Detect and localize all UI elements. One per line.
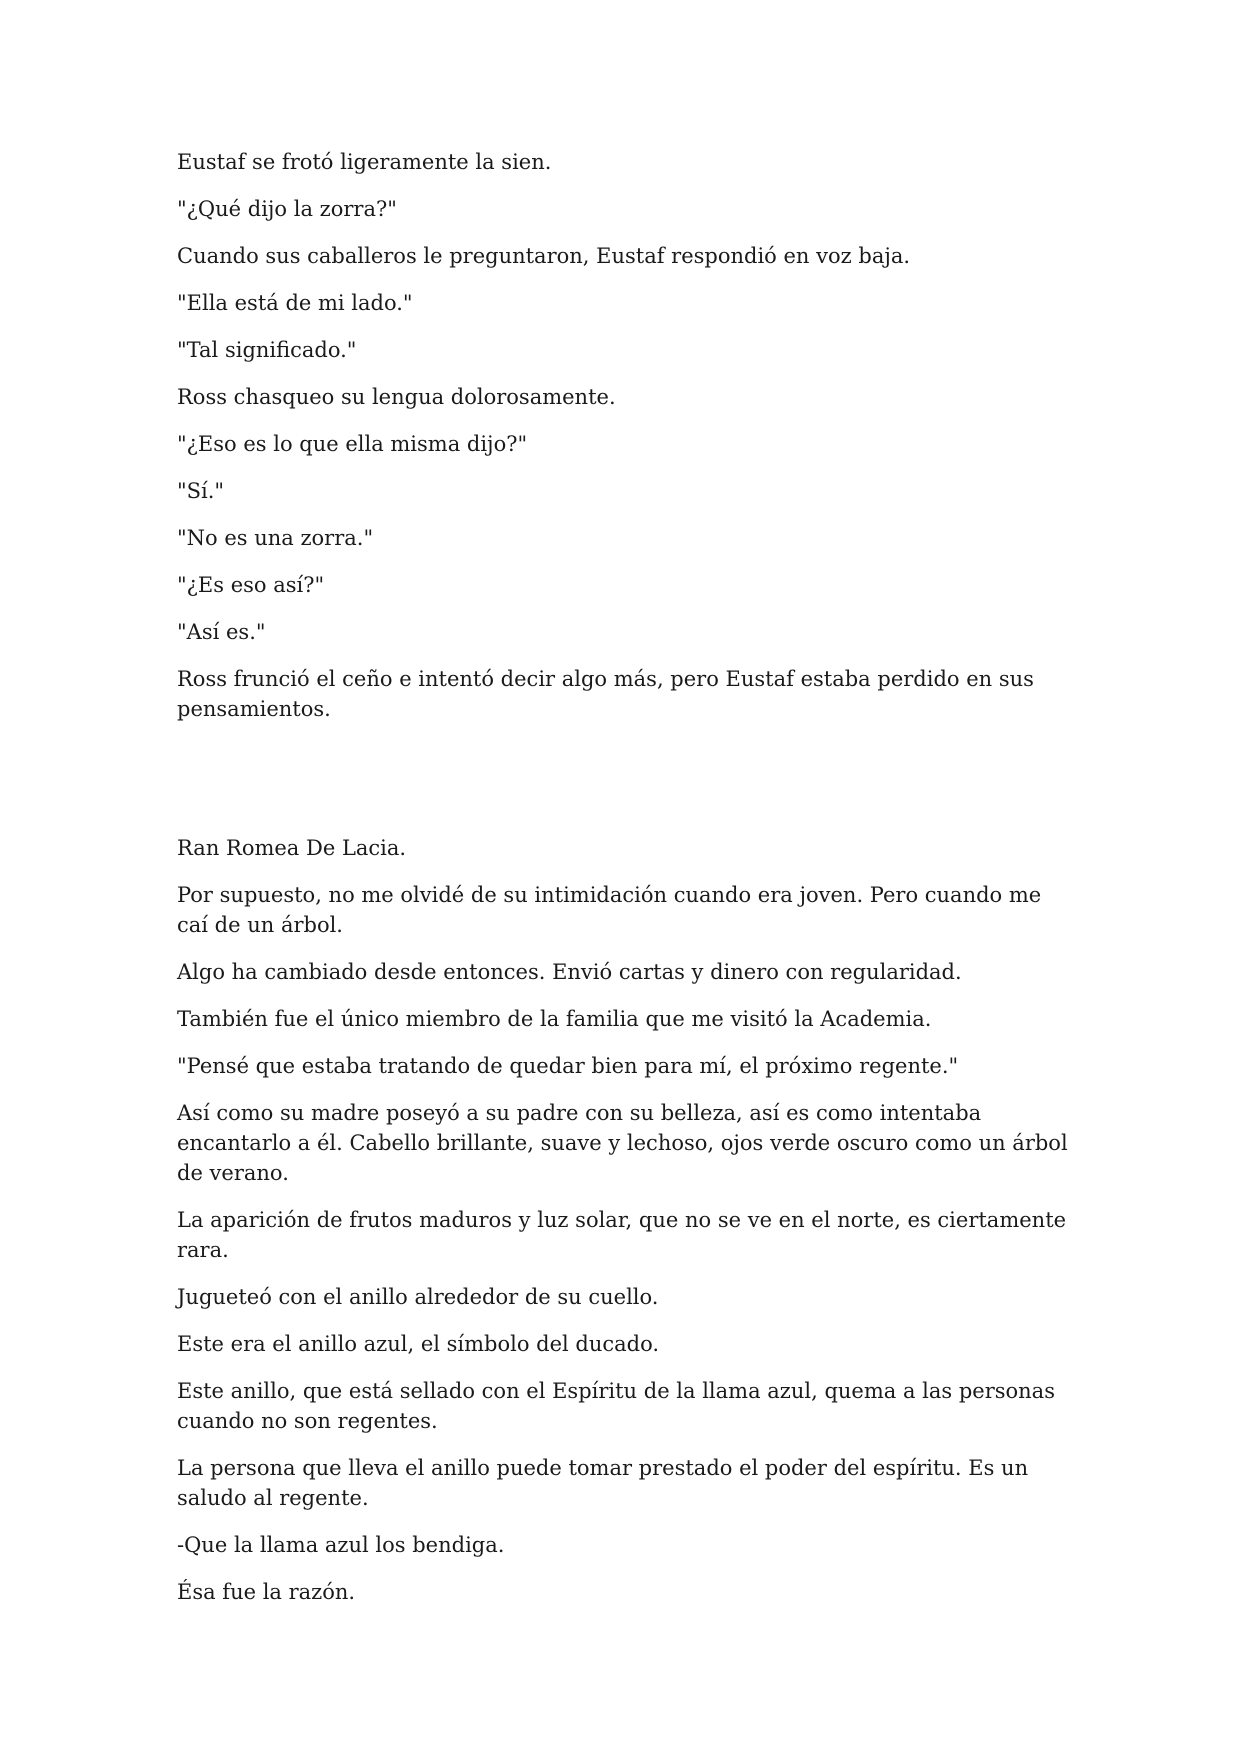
paragraph: Este anillo, que está sellado con el Espíritu de la llama azul, quema a las personas cuando no son regentes. bbox=[177, 1379, 1055, 1433]
section-2 bbox=[177, 833, 1077, 1624]
paragraph: "Así es." bbox=[177, 620, 266, 644]
paragraph: "¿Qué dijo la zorra?" bbox=[177, 197, 397, 221]
paragraph: Este era el anillo azul, el símbolo del ducado. bbox=[177, 1332, 660, 1356]
paragraph: Algo ha cambiado desde entonces. Envió cartas y dinero con regularidad. bbox=[177, 960, 962, 984]
paragraph: "¿Eso es lo que ella misma dijo?" bbox=[177, 432, 528, 456]
paragraph: Jugueteó con el anillo alrededor de su cuello. bbox=[177, 1285, 659, 1309]
paragraph: La persona que lleva el anillo puede tomar prestado el poder del espíritu. Es un saludo al regente. bbox=[177, 1456, 1029, 1510]
paragraph: Ross chasqueo su lengua dolorosamente. bbox=[177, 385, 616, 409]
paragraph: Ran Romea De Lacia. bbox=[177, 836, 407, 860]
paragraph: "Pensé que estaba tratando de quedar bien para mí, el próximo regente." bbox=[177, 1054, 959, 1078]
paragraph: También fue el único miembro de la familia que me visitó la Academia. bbox=[177, 1007, 932, 1031]
paragraph: Por supuesto, no me olvidé de su intimidación cuando era joven. Pero cuando me caí de un árbol. bbox=[177, 883, 1042, 937]
paragraph: "No es una zorra." bbox=[177, 526, 374, 550]
paragraph: Así como su madre poseyó a su padre con su belleza, así es como intentaba encantarlo a él. Cabello brillante, suave y lechoso, ojos verde oscuro como un árbol de verano. bbox=[177, 1101, 1068, 1185]
paragraph: "Tal significado." bbox=[177, 338, 357, 362]
paragraph: La aparición de frutos maduros y luz solar, que no se ve en el norte, es ciertamente rara. bbox=[177, 1208, 1067, 1262]
paragraph: Ésa fue la razón. bbox=[177, 1580, 356, 1604]
paragraph: "Sí." bbox=[177, 479, 225, 503]
section-1 bbox=[177, 147, 1077, 741]
paragraph: "Ella está de mi lado." bbox=[177, 291, 413, 315]
paragraph: Ross frunció el ceño e intentó decir algo más, pero Eustaf estaba perdido en sus pensamientos. bbox=[177, 667, 1034, 721]
paragraph: Eustaf se frotó ligeramente la sien. bbox=[177, 150, 552, 174]
paragraph: "¿Es eso así?" bbox=[177, 573, 325, 597]
paragraph: -Que la llama azul los bendiga. bbox=[177, 1533, 505, 1557]
paragraph: Cuando sus caballeros le preguntaron, Eustaf respondió en voz baja. bbox=[177, 244, 911, 268]
